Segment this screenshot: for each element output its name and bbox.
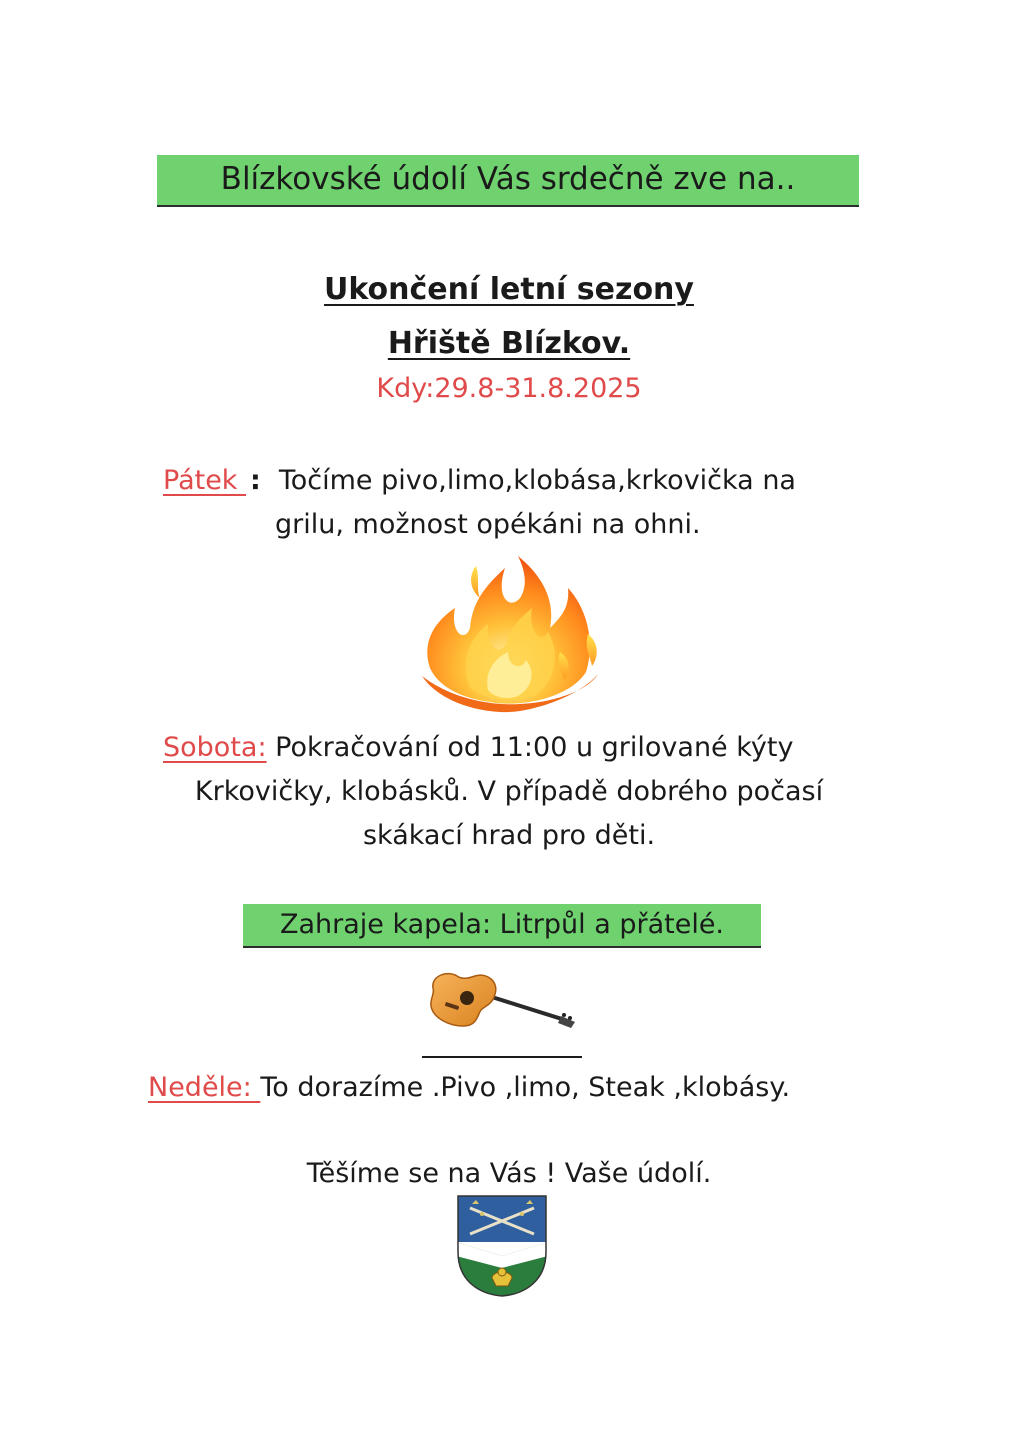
- saturday-line-2: Krkovičky, klobásků. V případě dobrého počasí: [194, 776, 824, 807]
- band-announcement-text: Zahraje kapela: Litrpůl a přátelé.: [279, 909, 725, 940]
- friday-text-1: Točíme pivo,limo,klobása,krkovička na: [278, 465, 796, 496]
- event-location: [0, 322, 1018, 366]
- guitar-icon: [425, 968, 581, 1036]
- closing-line: Těšíme se na Vás ! Vaše údolí.: [306, 1158, 712, 1189]
- fire-icon: [410, 548, 610, 724]
- event-location-text: Hřiště Blízkov.: [387, 326, 631, 361]
- band-announcement: [243, 904, 761, 948]
- friday-colon: :: [250, 465, 261, 496]
- section-divider: [422, 1056, 582, 1058]
- event-title: [0, 268, 1018, 312]
- sunday-label: Neděle:: [148, 1072, 261, 1103]
- sunday-line: [148, 1066, 790, 1110]
- friday-label: Pátek: [163, 465, 247, 496]
- friday-line-2: grilu, možnost opékáni na ohni.: [275, 509, 701, 540]
- saturday-line-1: [163, 726, 793, 770]
- sunday-text: To dorazíme .Pivo ,limo, Steak ,klobásy.: [260, 1072, 791, 1103]
- invitation-headline-text: Blízkovské údolí Vás srdečně zve na..: [220, 161, 796, 197]
- coat-of-arms-icon: [456, 1194, 548, 1302]
- event-title-text: Ukončení letní sezony: [324, 272, 694, 307]
- saturday-line-3: skákací hrad pro děti.: [362, 820, 656, 851]
- saturday-text-1: Pokračování od 11:00 u grilované kýty: [266, 732, 794, 763]
- friday-line-1: [163, 459, 796, 503]
- event-date: Kdy:29.8-31.8.2025: [376, 373, 642, 404]
- saturday-label: Sobota:: [163, 732, 267, 763]
- invitation-headline: [157, 155, 859, 207]
